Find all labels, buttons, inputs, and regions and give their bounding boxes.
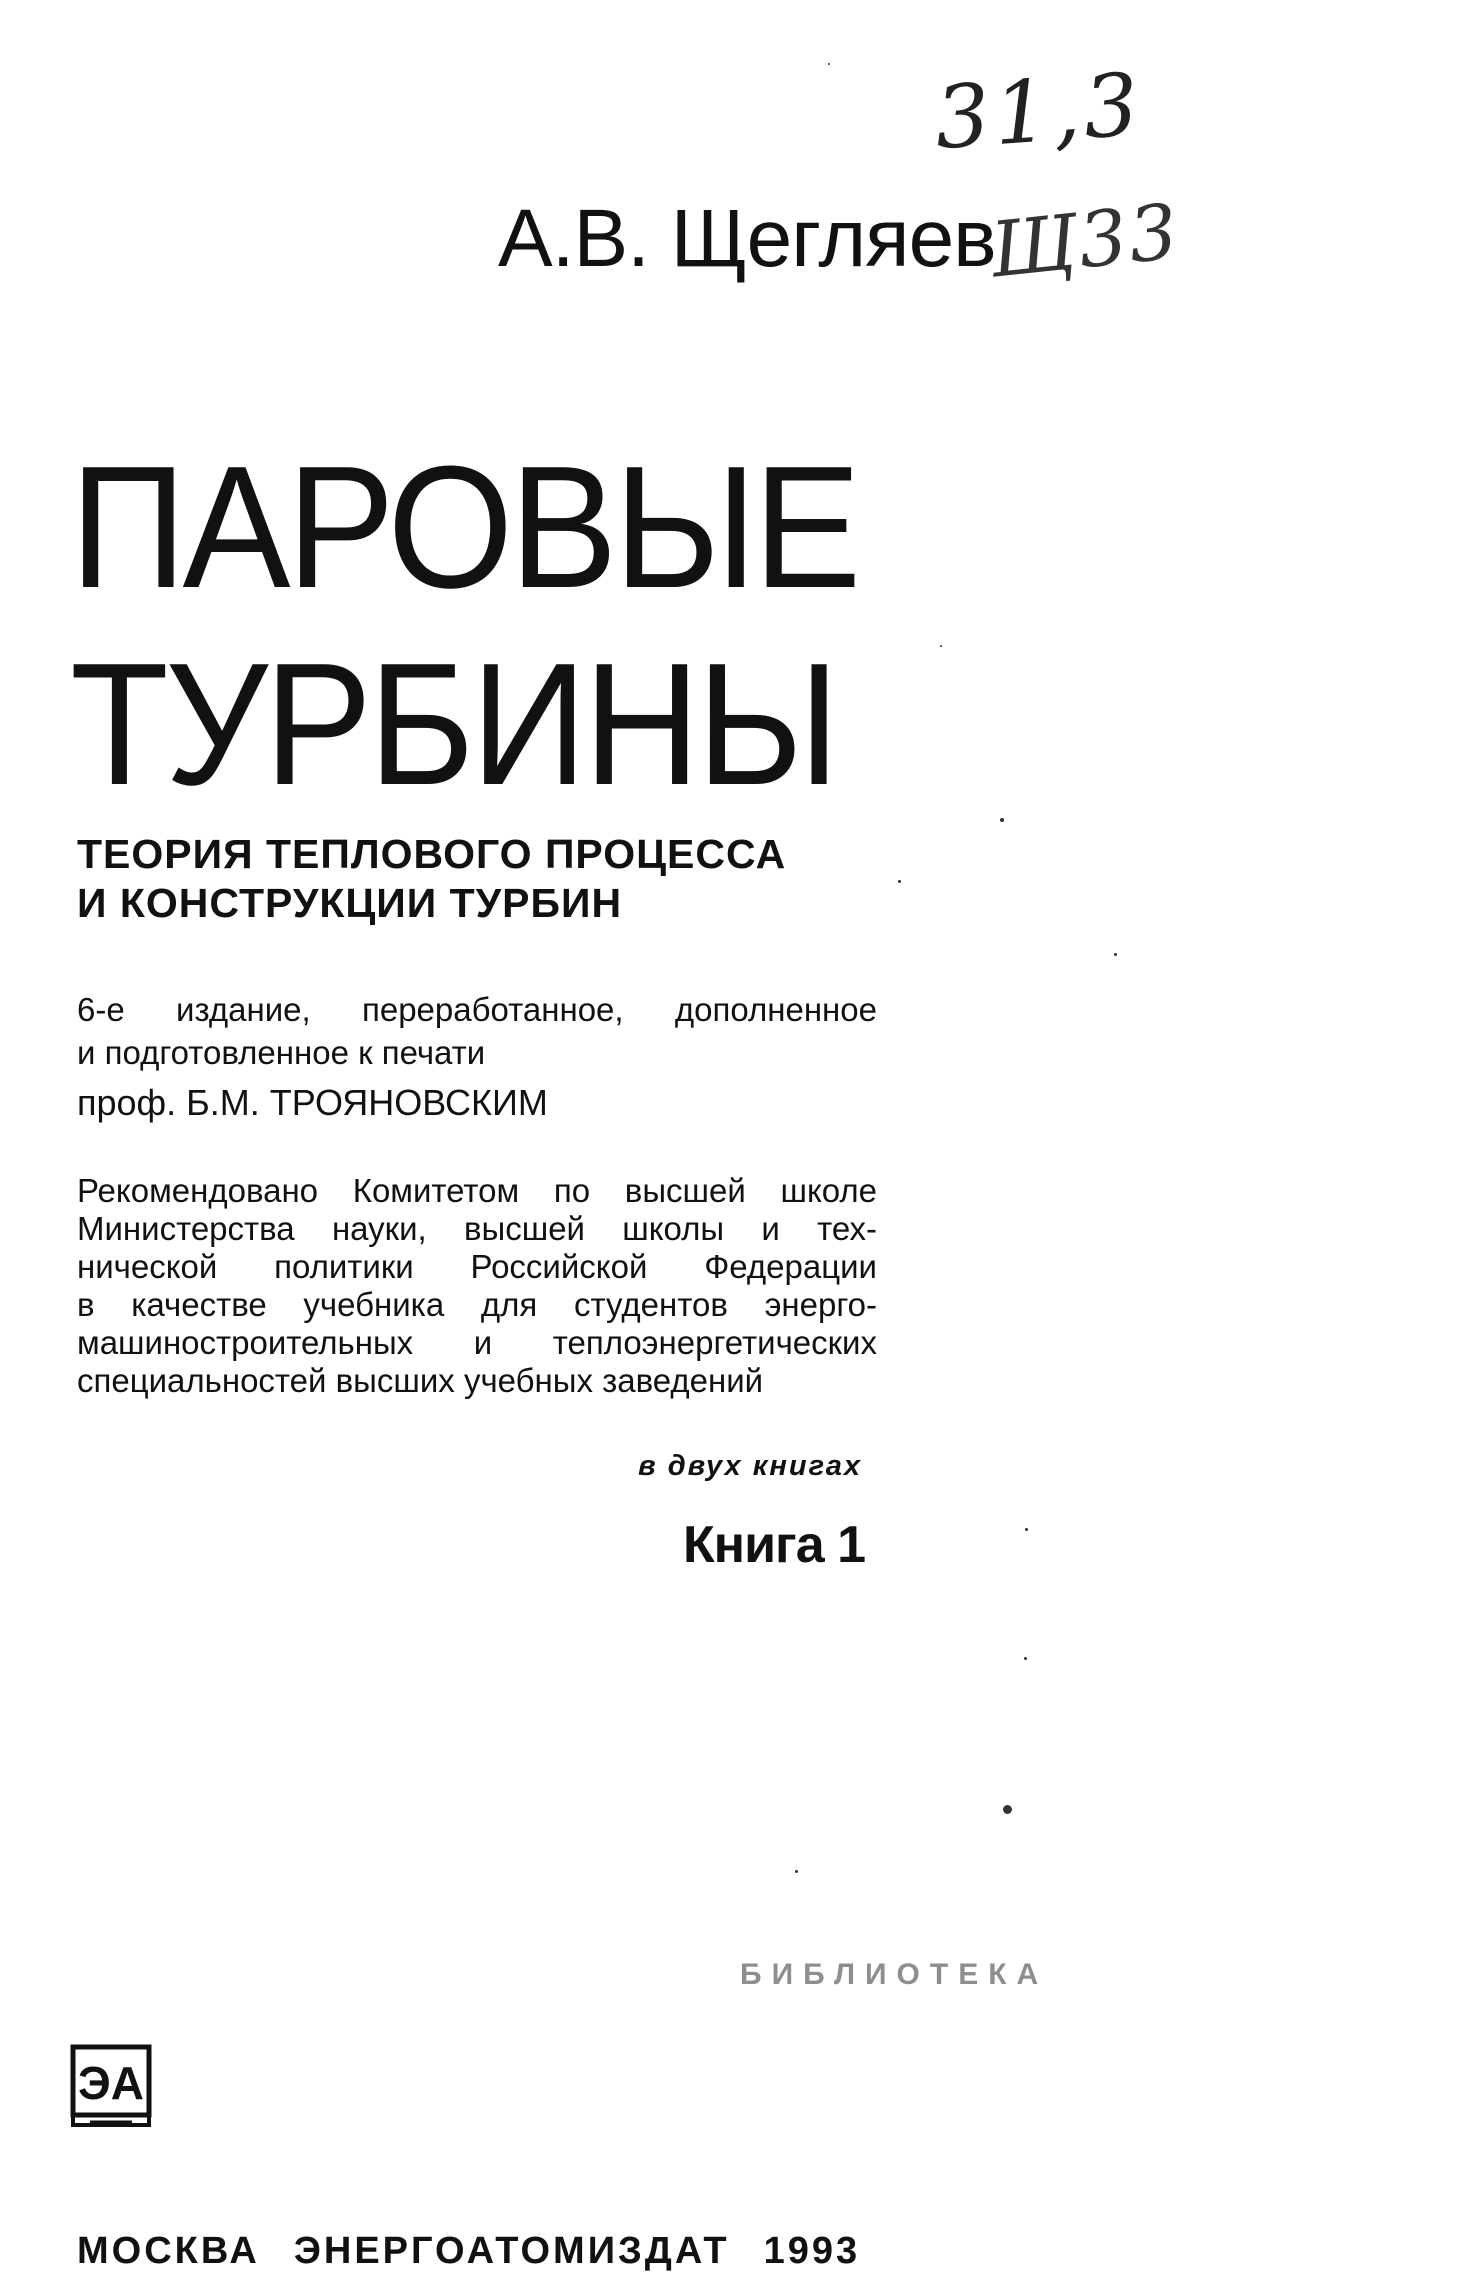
subtitle-line-1: ТЕОРИЯ ТЕПЛОВОГО ПРОЦЕССА [77, 831, 787, 877]
scan-speck [898, 880, 901, 883]
book-title [70, 429, 858, 834]
publisher-logo [70, 2044, 152, 2128]
publisher-imprint [77, 2232, 894, 2270]
publisher-name: ЭНЕРГОАТОМИЗДАТ [293, 2230, 730, 2272]
subtitle-line-2: И КОНСТРУКЦИИ ТУРБИН [77, 880, 623, 926]
recommendation-paragraph [77, 1172, 877, 1400]
scan-speck [940, 645, 942, 647]
shelfmark-handwritten-top: 31,3 [931, 54, 1146, 170]
publisher-logo-icon [70, 2044, 152, 2128]
book-title-line-1: ПАРОВЫЕ [70, 429, 858, 624]
recommendation-line: нической политики Российской Федерации [77, 1248, 877, 1285]
author-name: А.В. Щегляев [498, 193, 996, 284]
volumes-label: в двух книгах [638, 1450, 862, 1482]
publication-year: 1993 [763, 2230, 861, 2272]
edition-line-1: 6-е издание, переработанное, дополненное [77, 991, 877, 1028]
edition-info [77, 988, 877, 1127]
publisher-city: МОСКВА [77, 2230, 260, 2272]
shelfmark-handwritten-bottom: Щ33 [985, 186, 1184, 295]
editor-name: проф. Б.М. ТРОЯНОВСКИМ [77, 1082, 548, 1123]
scan-speck [828, 63, 830, 65]
book-number: Книга 1 [682, 1516, 865, 1574]
publisher-logo-letters: ЭА [78, 2057, 144, 2109]
scan-speck [795, 1870, 798, 1873]
scan-speck [1003, 1805, 1012, 1814]
scan-speck [1025, 1528, 1028, 1531]
book-title-line-2: ТУРБИНЫ [70, 626, 837, 821]
recommendation-line: в качестве учебника для студентов энерго- [77, 1286, 877, 1323]
scan-speck [1114, 953, 1117, 956]
recommendation-line: Министерства науки, высшей школы и тех- [77, 1210, 877, 1247]
edition-line-2: и подготовленное к печати [77, 1034, 486, 1071]
book-subtitle [77, 830, 786, 928]
scan-speck [1024, 1657, 1027, 1660]
recommendation-line: машиностроительных и теплоэнергетических [77, 1324, 877, 1361]
recommendation-line: специальностей высших учебных заведений [77, 1362, 764, 1399]
library-stamp: БИБЛИОТЕКА [740, 1958, 1049, 1991]
scan-speck [1000, 818, 1004, 822]
recommendation-line: Рекомендовано Комитетом по высшей школе [77, 1172, 877, 1209]
